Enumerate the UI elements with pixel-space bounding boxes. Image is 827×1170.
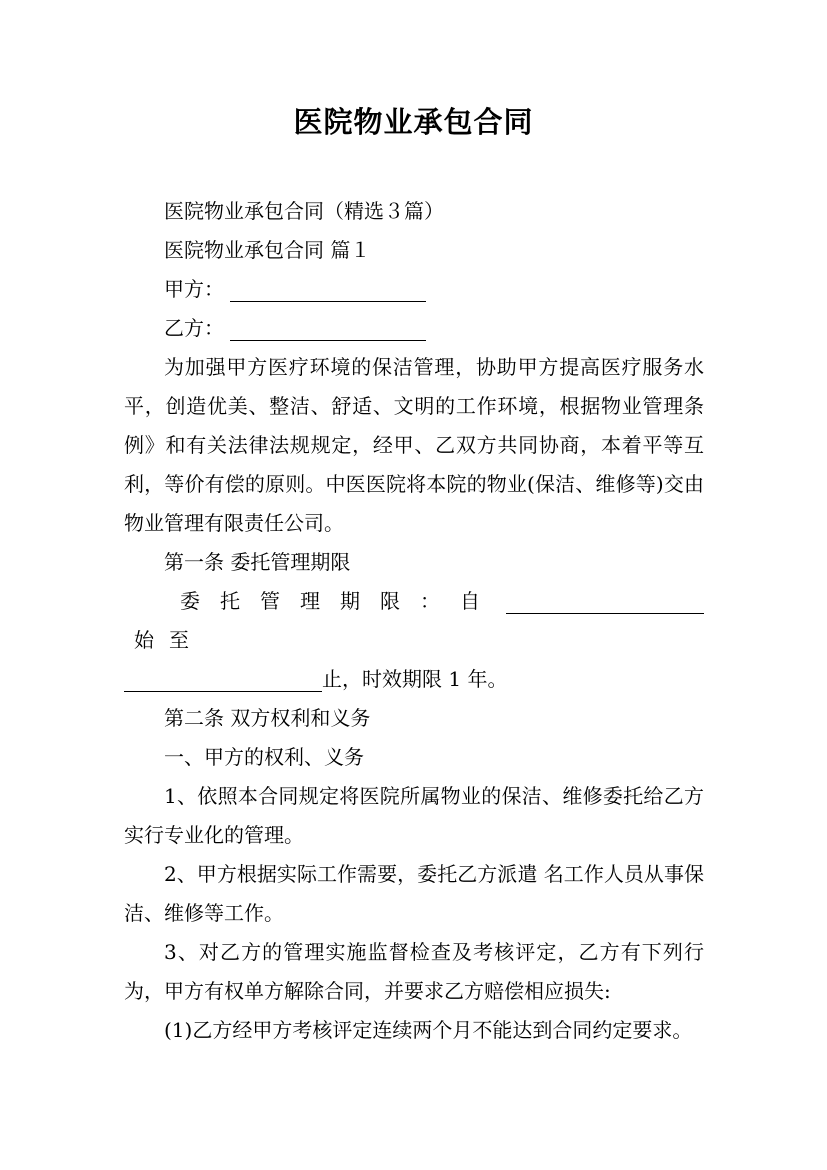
sub-title: 一、甲方的权利、义务 <box>164 745 364 769</box>
item-2: 2、甲方根据实际工作需要，委托乙方派遣 名工作人员从事保洁、维修等工作。 <box>124 862 704 925</box>
item-3-1: (1)乙方经甲方考核评定连续两个月不能达到合同约定要求。 <box>164 1018 693 1042</box>
item-1: 1、依照本合同规定将医院所属物业的保洁、维修委托给乙方实行专业化的管理。 <box>124 784 704 847</box>
party-a-line <box>124 270 704 309</box>
article2-title: 第二条 双方权利和义务 <box>164 706 371 730</box>
article1-title: 第一条 委托管理期限 <box>164 550 351 574</box>
party-b-blank <box>230 316 426 341</box>
party-b-line <box>124 309 704 348</box>
term-middle: 始至 <box>134 628 204 652</box>
intro-paragraph: 为加强甲方医疗环境的保洁管理，协助甲方提高医疗服务水平，创造优美、整洁、舒适、文明的工作环境，根据物业管理条例》和有关法律法规规定，经甲、乙双方共同协商，本着平等互利，等价有偿的原则。中医医院将本院的物业(保洁、维修等)交由物业管理有限责任公司。 <box>124 355 704 535</box>
subtitle: 医院物业承包合同（精选３篇） <box>164 199 444 223</box>
document-title: 医院物业承包合同 <box>293 105 534 139</box>
party-a-label: 甲方： <box>164 277 224 301</box>
term-paragraph <box>124 582 704 699</box>
term-prefix: 委托管理期限：自 <box>180 589 500 613</box>
party-a-blank <box>230 277 426 302</box>
term-suffix: 止，时效期限 1 年。 <box>322 667 508 691</box>
party-b-label: 乙方： <box>164 316 224 340</box>
section-heading: 医院物业承包合同 篇１ <box>164 238 371 262</box>
term-start-blank <box>506 589 704 614</box>
document-body <box>124 192 704 1050</box>
item-3: 3、对乙方的管理实施监督检查及考核评定，乙方有下列行为，甲方有权单方解除合同，并要求乙方赔偿相应损失: <box>124 940 704 1003</box>
term-end-blank <box>124 667 322 692</box>
